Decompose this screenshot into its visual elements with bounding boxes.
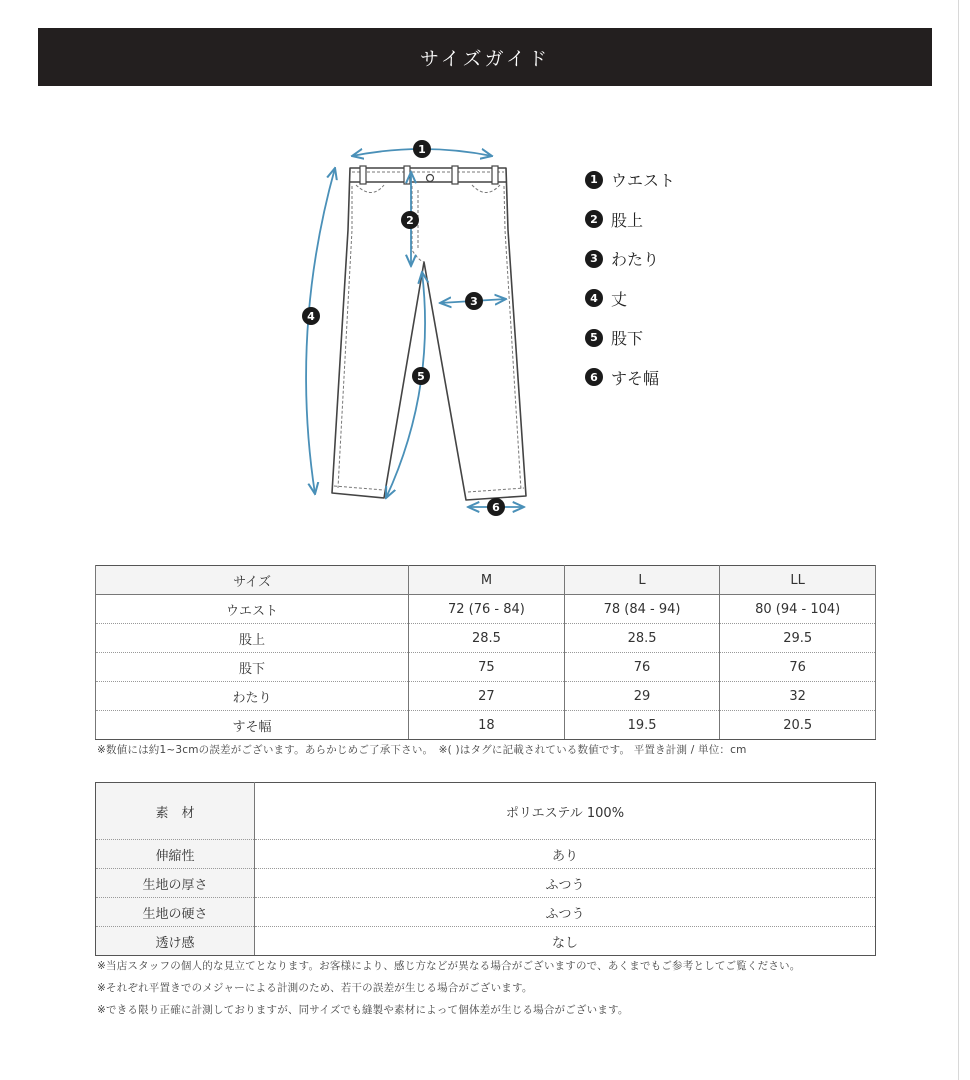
- row-label: 透け感: [96, 927, 255, 956]
- row-label: ウエスト: [96, 595, 409, 624]
- table-cell: あり: [255, 840, 876, 869]
- callout-4: [302, 307, 320, 325]
- legend-item-hem-width: [585, 358, 675, 398]
- footnote: ※当店スタッフの個人的な見立てとなります。お客様により、感じ方などが異なる場合がございますので、あくまでもご参考としてご覧ください。: [97, 960, 801, 972]
- table-cell: ふつう: [255, 898, 876, 927]
- size-table-header-row: [96, 566, 876, 595]
- page-edge-divider: [958, 0, 959, 1080]
- legend-number: 6: [585, 368, 603, 386]
- table-cell: 76: [720, 653, 876, 682]
- legend-number: 2: [585, 210, 603, 228]
- table-cell: 32: [720, 682, 876, 711]
- size-table: [95, 565, 876, 740]
- row-label: 生地の硬さ: [96, 898, 255, 927]
- table-row: [96, 927, 876, 956]
- legend-item-inseam: [585, 318, 675, 358]
- table-cell: ポリエステル 100%: [255, 783, 876, 840]
- row-label: 伸縮性: [96, 840, 255, 869]
- table-row: [96, 595, 876, 624]
- callout-1: [413, 140, 431, 158]
- row-label: 股上: [96, 624, 409, 653]
- size-header-label: サイズ: [96, 566, 409, 595]
- table-cell: 80 (94 - 104): [720, 595, 876, 624]
- legend-item-thigh: [585, 239, 675, 279]
- table-cell: 20.5: [720, 711, 876, 740]
- legend-number: 3: [585, 250, 603, 268]
- svg-text:1: 1: [418, 143, 426, 156]
- table-row: [96, 624, 876, 653]
- size-header-l: L: [564, 566, 720, 595]
- table-cell: 29: [564, 682, 720, 711]
- table-cell: 72 (76 - 84): [409, 595, 565, 624]
- legend-number: 1: [585, 171, 603, 189]
- svg-text:4: 4: [307, 310, 315, 323]
- material-table: [95, 782, 876, 956]
- legend-number: 4: [585, 289, 603, 307]
- table-cell: 76: [564, 653, 720, 682]
- row-label: 素 材: [96, 783, 255, 840]
- table-row: [96, 682, 876, 711]
- table-cell: なし: [255, 927, 876, 956]
- legend-item-length: [585, 279, 675, 319]
- table-row: [96, 840, 876, 869]
- size-header-m: M: [409, 566, 565, 595]
- table-row: [96, 898, 876, 927]
- table-cell: 19.5: [564, 711, 720, 740]
- svg-text:3: 3: [470, 295, 478, 308]
- row-label: わたり: [96, 682, 409, 711]
- table-cell: 28.5: [409, 624, 565, 653]
- table-row: [96, 653, 876, 682]
- callout-3: [465, 292, 483, 310]
- table-cell: 75: [409, 653, 565, 682]
- measurement-legend: [585, 160, 675, 397]
- legend-item-rise: [585, 200, 675, 240]
- callout-2: [401, 211, 419, 229]
- size-header-ll: LL: [720, 566, 876, 595]
- table-cell: 78 (84 - 94): [564, 595, 720, 624]
- legend-label: わたり: [611, 250, 660, 270]
- table-row: [96, 711, 876, 740]
- row-label: 生地の厚さ: [96, 869, 255, 898]
- legend-item-waist: [585, 160, 675, 200]
- legend-label: すそ幅: [611, 368, 660, 388]
- callout-6: [487, 498, 505, 516]
- table-cell: 29.5: [720, 624, 876, 653]
- legend-label: 丈: [611, 289, 628, 309]
- table-row: [96, 783, 876, 840]
- table-cell: 27: [409, 682, 565, 711]
- legend-label: 股下: [611, 329, 644, 349]
- pants-outline: [332, 168, 526, 500]
- legend-label: ウエスト: [611, 171, 676, 191]
- row-label: 股下: [96, 653, 409, 682]
- table-cell: ふつう: [255, 869, 876, 898]
- table-row: [96, 869, 876, 898]
- callout-5: [412, 367, 430, 385]
- footnote: ※できる限り正確に計測しておりますが、同サイズでも縫製や素材によって個体差が生じる場合がございます。: [97, 1004, 629, 1016]
- legend-label: 股上: [611, 210, 644, 230]
- table-cell: 18: [409, 711, 565, 740]
- row-label: すそ幅: [96, 711, 409, 740]
- size-table-note: ※数値には約1~3cmの誤差がございます。あらかじめご了承下さい。 ※( )はタグに記載されている数値です。 平置き計測 / 単位：cm: [97, 744, 747, 756]
- svg-text:2: 2: [406, 214, 414, 227]
- table-cell: 28.5: [564, 624, 720, 653]
- svg-text:6: 6: [492, 501, 500, 514]
- page-title: サイズガイド: [420, 47, 550, 70]
- svg-text:5: 5: [417, 370, 425, 383]
- legend-number: 5: [585, 329, 603, 347]
- footnote: ※それぞれ平置きでのメジャーによる計測のため、若干の誤差が生じる場合がございます。: [97, 982, 533, 994]
